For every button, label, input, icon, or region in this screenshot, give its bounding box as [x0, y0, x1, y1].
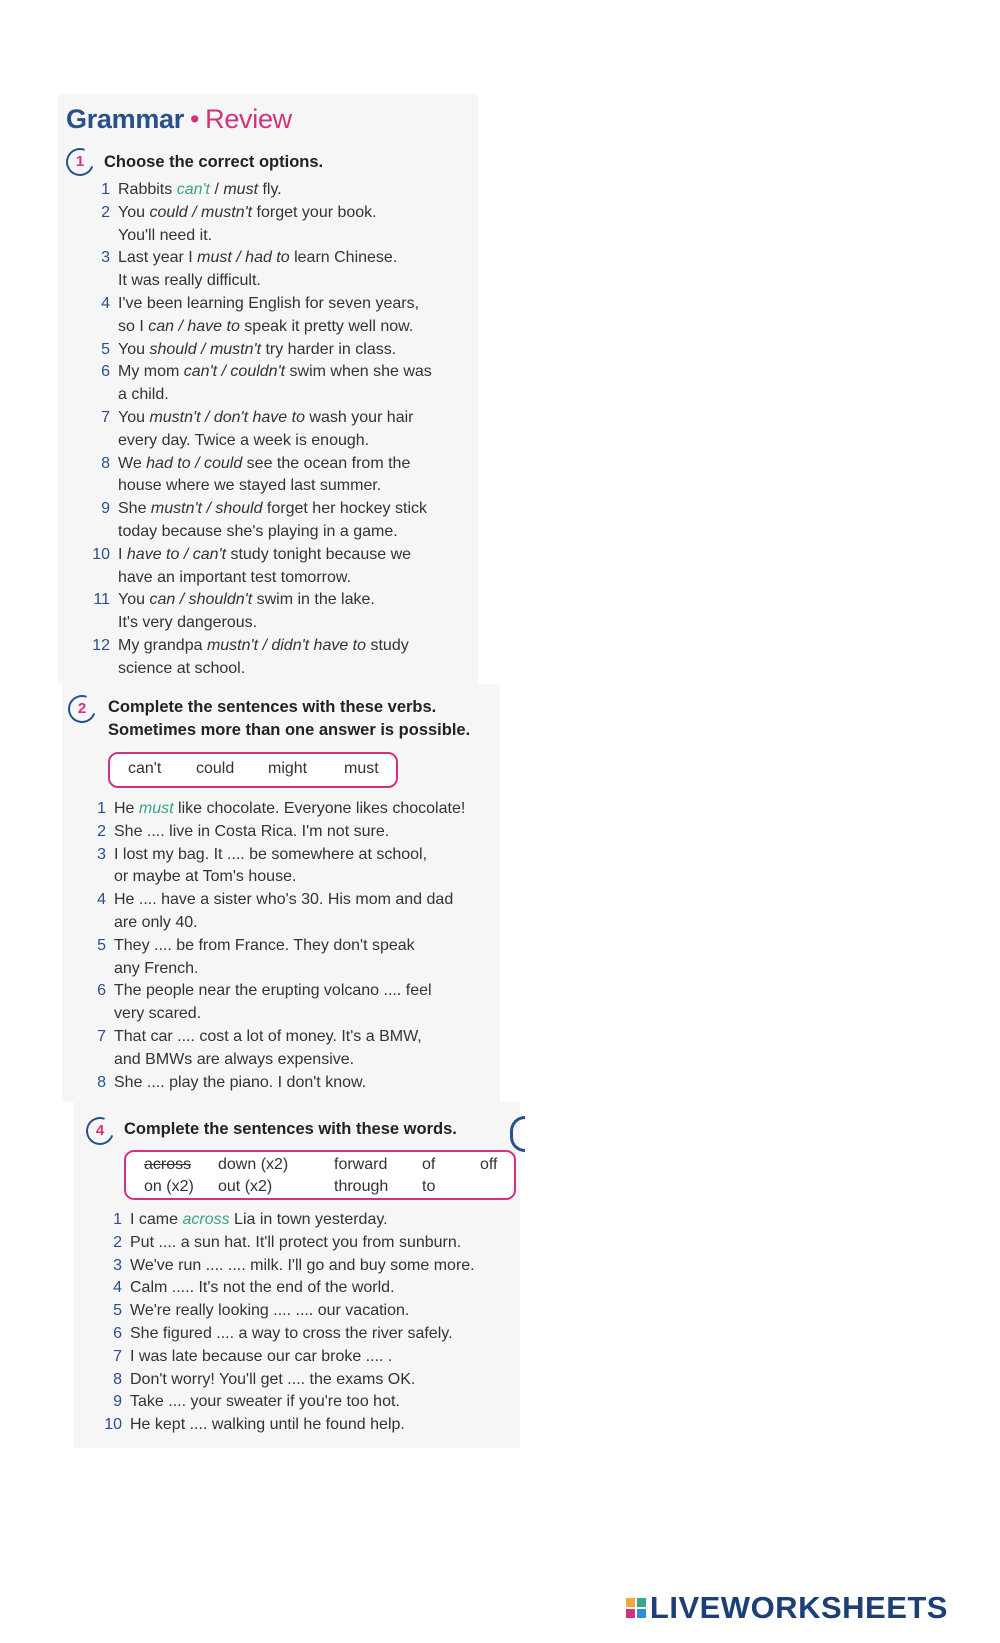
option-choice: can / have to: [148, 317, 240, 335]
item-text-continued: It's very dangerous.: [118, 614, 258, 632]
option-choice: can't / couldn't: [183, 363, 286, 381]
sentence-fragment: We're really looking .... .... our vacation.: [130, 1302, 410, 1320]
sentence-fragment: You: [118, 203, 150, 221]
item-number: 1: [113, 1211, 122, 1228]
logo-text: LIVEWORKSHEETS: [649, 1590, 948, 1625]
item-text-continued: today because she's playing in a game.: [118, 523, 398, 540]
exercise-2-instruction-line-1: Complete the sentences with these verbs.: [108, 698, 437, 716]
item-text-continued: are only 40.: [114, 914, 198, 931]
item-number: 10: [104, 1416, 122, 1434]
option-choice: have to / can't: [126, 545, 227, 563]
item-number: 3: [113, 1256, 122, 1274]
item-text-continued: You'll need it.: [118, 226, 213, 244]
sentence-fragment: forget your book.: [252, 203, 377, 221]
sentence-fragment: swim when she was: [285, 363, 432, 381]
sentence-fragment: The people near the erupting volcano .... feel: [114, 982, 432, 1000]
item-text-continued: science at school.: [118, 659, 246, 677]
item-text-continued: It was really difficult.: [118, 272, 261, 290]
item-text: [118, 201, 377, 225]
item-number: 4: [101, 295, 110, 312]
sentence-fragment: see the ocean from the: [242, 454, 411, 472]
item-text: [118, 588, 375, 612]
item-text: [130, 1345, 392, 1369]
item-text: [114, 979, 432, 1003]
item-text-continued: have an important test tomorrow.: [118, 568, 351, 586]
item-number: 12: [92, 637, 110, 654]
option-choice: must / had to: [197, 249, 290, 267]
item-text: [114, 888, 453, 912]
item-text: [114, 797, 465, 821]
option-choice: could / mustn't: [149, 203, 253, 221]
item-text: [130, 1299, 409, 1323]
item-text: [118, 178, 282, 202]
sentence-fragment: We've run .... .... milk. I'll go and buy some more.: [130, 1256, 475, 1274]
item-text: [130, 1390, 400, 1414]
item-number: 11: [93, 591, 110, 609]
example-answer: can't: [176, 181, 210, 198]
option-choice: had to / could: [146, 454, 243, 472]
title-separator: •: [189, 104, 200, 134]
item-number: 7: [101, 409, 110, 426]
item-text: [130, 1413, 405, 1437]
sentence-fragment: so I: [118, 317, 149, 335]
item-number: 7: [97, 1028, 106, 1045]
item-text: [118, 292, 419, 316]
item-text: [130, 1254, 475, 1278]
item-number: 6: [97, 982, 106, 1000]
sentence-fragment: He .... have a sister who's 30. His mom and dad: [114, 891, 454, 909]
item-number: 5: [97, 936, 106, 954]
word-must: must: [344, 760, 379, 777]
example-answer: across: [182, 1211, 230, 1228]
exercise-2-instruction-line-2: Sometimes more than one answer is possible.: [108, 721, 471, 739]
sentence-fragment: Don't worry! You'll get .... the exams OK.: [130, 1370, 416, 1388]
exercise-4-word-box: [124, 1150, 516, 1200]
item-text: [118, 406, 413, 430]
item-number: 3: [101, 249, 110, 267]
item-text: [130, 1276, 395, 1300]
item-text: [130, 1208, 388, 1232]
item-text: [114, 934, 415, 958]
sentence-fragment: You: [118, 340, 150, 358]
item-number: 8: [97, 1073, 106, 1091]
item-number: 9: [113, 1393, 122, 1411]
word-of: of: [422, 1156, 436, 1173]
option-choice: must: [223, 181, 259, 198]
item-text: [118, 246, 397, 270]
item-number: 9: [101, 500, 110, 518]
sentence-fragment: try harder in class.: [261, 340, 397, 358]
word-out: out (x2): [218, 1178, 273, 1195]
option-choice: mustn't / don't have to: [149, 409, 305, 426]
word-across: across: [144, 1156, 192, 1173]
title-grammar: Grammar: [66, 104, 184, 134]
sentence-fragment: Lia in town yesterday.: [229, 1211, 388, 1228]
option-choice: mustn't / didn't have to: [206, 637, 367, 654]
item-text: [118, 360, 432, 384]
item-text: [118, 543, 411, 567]
item-text: [118, 452, 410, 476]
sentence-fragment: She .... play the piano. I don't know.: [114, 1073, 367, 1091]
sentence-fragment: I lost my bag. It .... be somewhere at school,: [114, 845, 428, 863]
item-text-continued: very scared.: [114, 1005, 202, 1023]
item-text-continued: [118, 315, 413, 339]
item-number: 10: [92, 545, 110, 563]
option-choice: mustn't / should: [150, 500, 263, 518]
sentence-fragment: I: [118, 545, 127, 563]
sentence-fragment: forget her hockey stick: [262, 500, 427, 518]
exercise-2-number: 2: [77, 700, 87, 717]
item-text-continued: or maybe at Tom's house.: [114, 868, 297, 886]
exercise-4-number: 4: [95, 1122, 105, 1139]
option-choice: can / shouldn't: [149, 591, 253, 609]
item-number: 2: [97, 822, 106, 840]
item-number: 6: [113, 1325, 122, 1342]
exercise-4-instruction: Complete the sentences with these words.: [124, 1120, 457, 1138]
sentence-fragment: like chocolate. Everyone likes chocolate!: [173, 800, 466, 817]
page-title: [66, 104, 292, 135]
sentence-fragment: My mom: [118, 363, 184, 381]
item-text-continued: a child.: [118, 386, 169, 404]
title-review: Review: [205, 104, 292, 134]
item-text: [118, 338, 396, 362]
item-number: 5: [113, 1302, 122, 1320]
word-might: might: [268, 760, 308, 777]
sentence-fragment: fly.: [258, 181, 282, 198]
sentence-fragment: learn Chinese.: [289, 249, 398, 267]
sentence-fragment: They .... be from France. They don't speak: [114, 936, 415, 954]
item-number: 7: [113, 1347, 122, 1365]
sentence-fragment: She figured .... a way to cross the river safely.: [130, 1325, 453, 1342]
word-off: off: [480, 1156, 498, 1173]
sentence-fragment: swim in the lake.: [252, 591, 375, 609]
item-number: 3: [97, 845, 106, 863]
sentence-fragment: You: [118, 591, 150, 609]
sentence-fragment: He: [114, 800, 139, 817]
word-on: on (x2): [144, 1178, 194, 1195]
sentence-fragment: We: [118, 454, 147, 472]
example-answer: must: [138, 800, 174, 817]
liveworksheets-logo: [626, 1591, 948, 1625]
item-number: 8: [101, 454, 110, 472]
word-through: through: [334, 1178, 389, 1195]
item-number: 1: [97, 800, 106, 817]
word-could: could: [196, 760, 235, 777]
item-text: [130, 1322, 453, 1346]
sentence-fragment: I came: [130, 1211, 183, 1228]
sentence-fragment: He kept .... walking until he found help.: [130, 1416, 405, 1434]
item-text-continued: any French.: [114, 959, 199, 977]
word-down: down (x2): [218, 1156, 289, 1173]
sentence-fragment: That car .... cost a lot of money. It's a BMW,: [114, 1028, 422, 1045]
item-text: [130, 1368, 415, 1392]
sentence-fragment: You: [118, 409, 150, 426]
sentence-fragment: /: [210, 181, 224, 198]
item-number: 4: [113, 1279, 122, 1297]
item-text: [114, 1071, 366, 1095]
item-text: [130, 1231, 461, 1255]
sentence-fragment: Last year I: [118, 249, 198, 267]
item-number: 8: [113, 1370, 122, 1388]
exercise-1-number: 1: [75, 153, 85, 170]
item-text-continued: and BMWs are always expensive.: [114, 1050, 355, 1068]
item-text-continued: every day. Twice a week is enough.: [118, 431, 370, 449]
sentence-fragment: study tonight because we: [226, 545, 412, 563]
item-text: [114, 820, 389, 844]
sentence-fragment: speak it pretty well now.: [239, 317, 414, 335]
word-forward: forward: [334, 1156, 388, 1173]
sentence-fragment: I was late because our car broke .... .: [130, 1347, 393, 1365]
word-cant: can't: [128, 760, 162, 777]
sentence-fragment: My grandpa: [118, 637, 207, 654]
word-to: to: [422, 1178, 436, 1195]
item-text: [114, 843, 427, 867]
sentence-fragment: Calm ..... It's not the end of the world.: [130, 1279, 395, 1297]
logo-grid-icon: [626, 1598, 646, 1618]
option-choice: should / mustn't: [149, 340, 262, 358]
item-number: 1: [101, 181, 110, 198]
sentence-fragment: study: [366, 637, 409, 654]
item-text: [118, 497, 427, 521]
item-text-continued: house where we stayed last summer.: [118, 477, 382, 495]
item-text: [114, 1025, 422, 1049]
exercise-1-instruction: Choose the correct options.: [104, 153, 324, 171]
sentence-fragment: She: [118, 500, 151, 518]
sentence-fragment: Put .... a sun hat. It'll protect you from sunburn.: [130, 1233, 462, 1251]
sentence-fragment: Take .... your sweater if you're too hot.: [130, 1393, 400, 1411]
item-number: 5: [101, 340, 110, 358]
item-text: [118, 634, 409, 658]
item-number: 6: [101, 363, 110, 381]
sentence-fragment: Rabbits: [118, 181, 177, 198]
item-number: 2: [113, 1233, 122, 1251]
sentence-fragment: I've been learning English for seven years,: [118, 295, 420, 312]
item-number: 2: [101, 203, 110, 221]
item-number: 4: [97, 891, 106, 909]
sentence-fragment: wash your hair: [304, 409, 414, 426]
exercise-2-word-box: [108, 752, 398, 788]
sentence-fragment: She .... live in Costa Rica. I'm not sure.: [114, 822, 390, 840]
